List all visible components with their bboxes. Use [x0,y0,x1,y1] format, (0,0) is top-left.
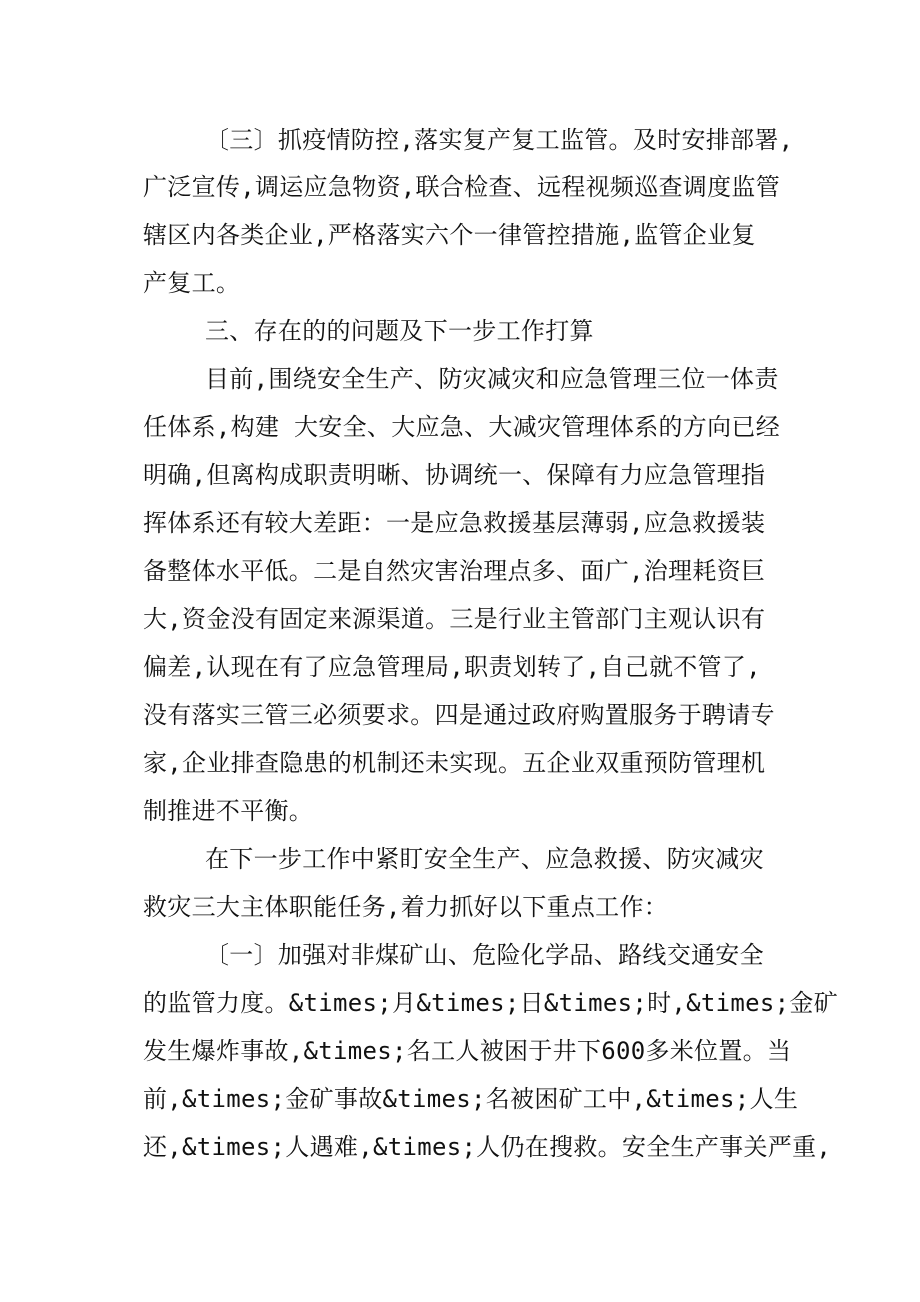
text-line-22: 还,&times;人遇难,&times;人仍在搜救。安全生产事关严重, [143,1133,832,1161]
text-line-13: 没有落实三管三必须要求。四是通过政府购置服务于聘请专 [143,701,775,729]
text-line-9: 挥体系还有较大差距：一是应急救援基层薄弱,应急救援装 [143,509,766,537]
text-line-10: 备整体水平低。二是自然灾害治理点多、面广,治理耗资巨 [143,557,766,585]
text-line-20: 发生爆炸事故,&times;名工人被困于井下600多米位置。当 [143,1037,792,1065]
text-line-7: 任体系,构建 大安全、大应急、大减灾管理体系的方向已经 [143,413,780,441]
text-line-4: 产复工。 [143,269,241,297]
text-line-3: 辖区内各类企业,严格落实六个一律管控措施,监管企业复 [143,221,756,249]
text-line-1: 〔三〕抓疫情防控,落实复产复工监管。及时安排部署, [205,126,794,154]
section-heading-three: 三、存在的的问题及下一步工作打算 [205,317,594,345]
text-line-14: 家,企业排查隐患的机制还未实现。五企业双重预防管理机 [143,749,766,777]
text-line-16: 在下一步工作中紧盯安全生产、应急救援、防灾减灾 [205,845,764,873]
text-line-12: 偏差,认现在有了应急管理局,职责划转了,自己就不管了, [143,653,761,681]
text-line-21: 前,&times;金矿事故&times;名被困矿工中,&times;人生 [143,1085,799,1113]
text-line-2: 广泛宣传,调运应急物资,联合检查、远程视频巡查调度监管 [143,173,780,201]
text-line-15: 制推进不平衡。 [143,797,314,825]
text-line-19: 的监管力度。&times;月&times;日&times;时,&times;金矿 [143,989,839,1017]
text-line-17: 救灾三大主体职能任务,着力抓好以下重点工作： [143,893,669,921]
text-line-11: 大,资金没有固定来源渠道。三是行业主管部门主观认识有 [143,605,766,633]
text-line-6: 目前,围绕安全生产、防灾减灾和应急管理三位一体责 [205,365,779,393]
text-line-18: 〔一〕加强对非煤矿山、危险化学品、路线交通安全 [205,941,764,969]
text-line-8: 明确,但离构成职责明晰、协调统一、保障有力应急管理指 [143,461,766,489]
